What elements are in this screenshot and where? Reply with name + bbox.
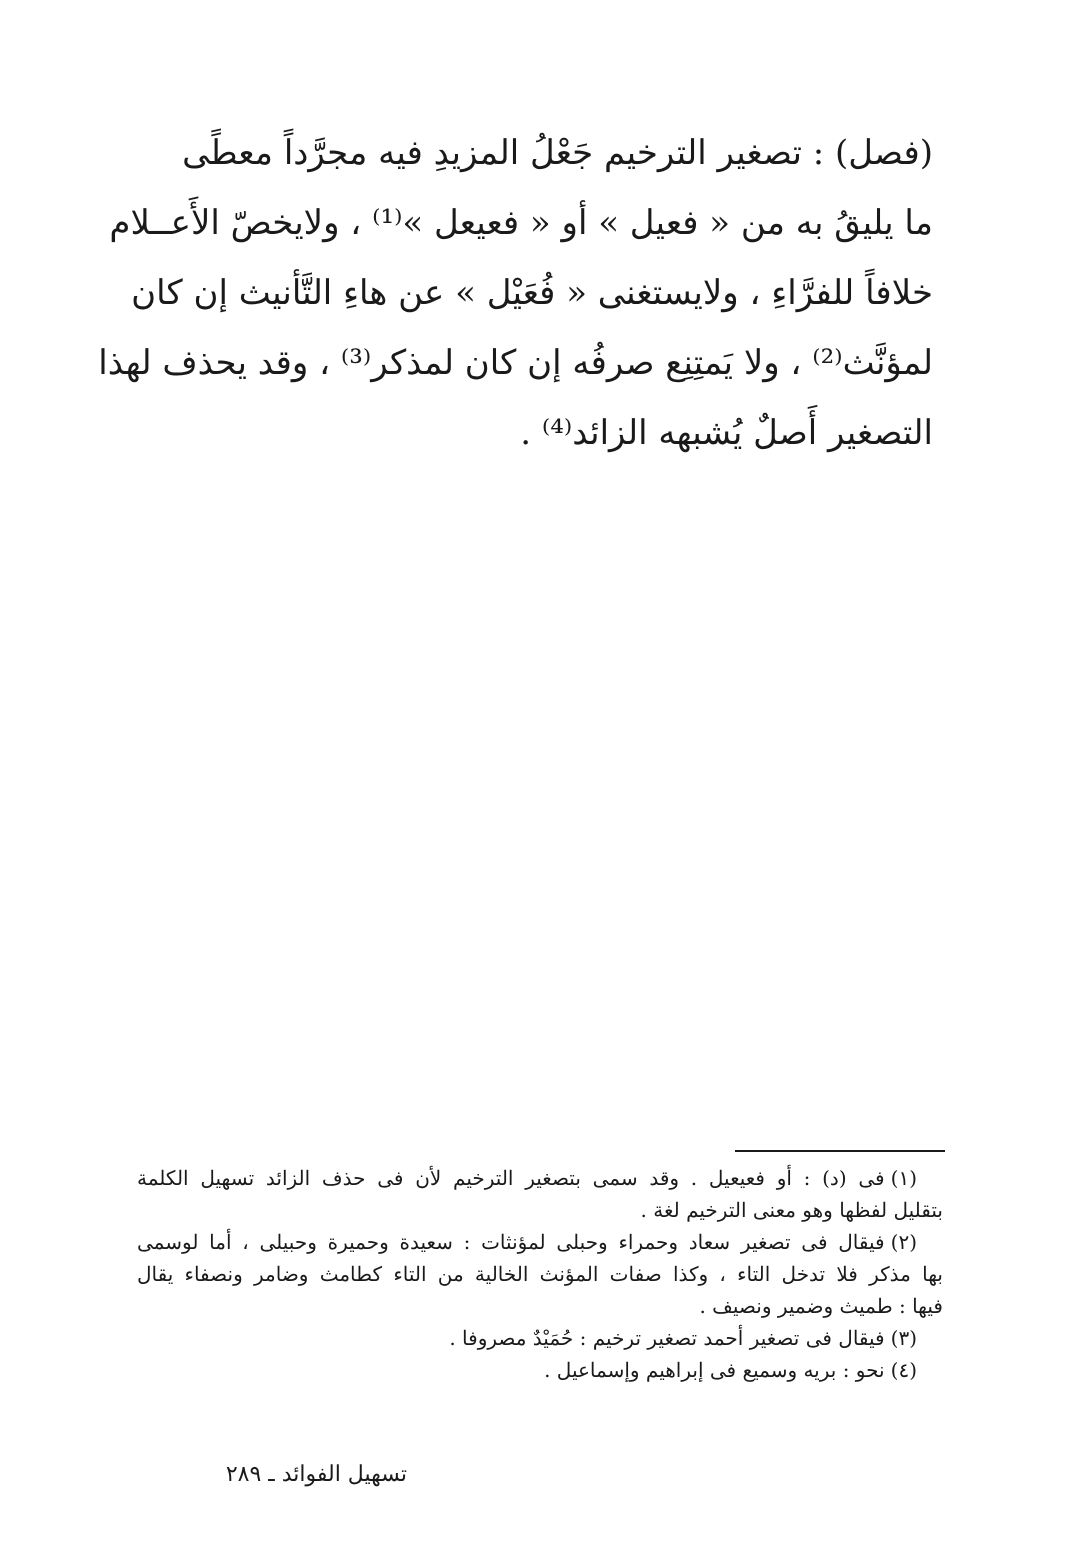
main-text-block [98,118,933,468]
footnotes-block [137,1162,943,1386]
main-text-line: خلافاً للفرَّاءِ ، ولايستغنى « فُعَيْل » عن هاءِ التَّأنيث إن كان [131,273,933,313]
main-text-line: التصغير أَصلٌ يُشبهه الزائد⁽⁴⁾ . [520,413,933,453]
footnote-text: فيقال فى تصغير سعاد وحمراء وحبلى لمؤنثات : سعيدة وحميرة وحبيلى ، أما لوسمى [137,1230,885,1254]
main-text-line: (فصل) : تصغير الترخيم جَعْلُ المزيدِ فيه مجرَّداً معطًى [182,133,933,173]
footnote-number: (٣) [890,1326,917,1350]
footnote-number: (٤) [890,1358,917,1382]
footnote-3 [137,1322,943,1354]
footnote-line [137,1322,943,1354]
footnote-2 [137,1226,943,1322]
footnote-line [137,1226,943,1258]
page-footer: تسهيل الفوائد ـ ٢٨٩ [225,1462,407,1487]
footnote-number: (٢) [890,1230,917,1254]
footnote-line [137,1162,943,1194]
footnote-4 [137,1354,943,1386]
footnote-line: بها مذكر فلا تدخل التاء ، وكذا صفات المؤنث الخالية من التاء كطامث وضامر ونصفاء يقال [137,1262,943,1286]
footnote-line: بتقليل لفظها وهو معنى الترخيم لغة . [640,1198,943,1222]
main-text-line: لمؤنَّث⁽²⁾ ، ولا يَمتِنِع صرفُه إن كان لمذكر⁽³⁾ ، وقد يحذف لهذا [98,343,933,383]
main-text-line: ما يليقُ به من « فعيل » أو « فعيعل »⁽¹⁾ ، ولايخصّ الأَعــلام [109,203,933,243]
footnote-line [137,1354,943,1386]
footnote-text: نحو : بريه وسميع فى إبراهيم وإسماعيل . [544,1358,885,1382]
footnote-divider [735,1150,945,1152]
footnote-line: فيها : طميث وضمير ونصيف . [699,1294,943,1318]
footnote-number: (١) [890,1166,917,1190]
footnote-text: فى (د) : أو فعيعيل . وقد سمى بتصغير الترخيم لأن فى حذف الزائد تسهيل الكلمة [137,1166,885,1190]
footnote-1 [137,1162,943,1226]
footnote-text: فيقال فى تصغير أحمد تصغير ترخيم : حُمَيْدٌ مصروفا . [449,1326,885,1350]
